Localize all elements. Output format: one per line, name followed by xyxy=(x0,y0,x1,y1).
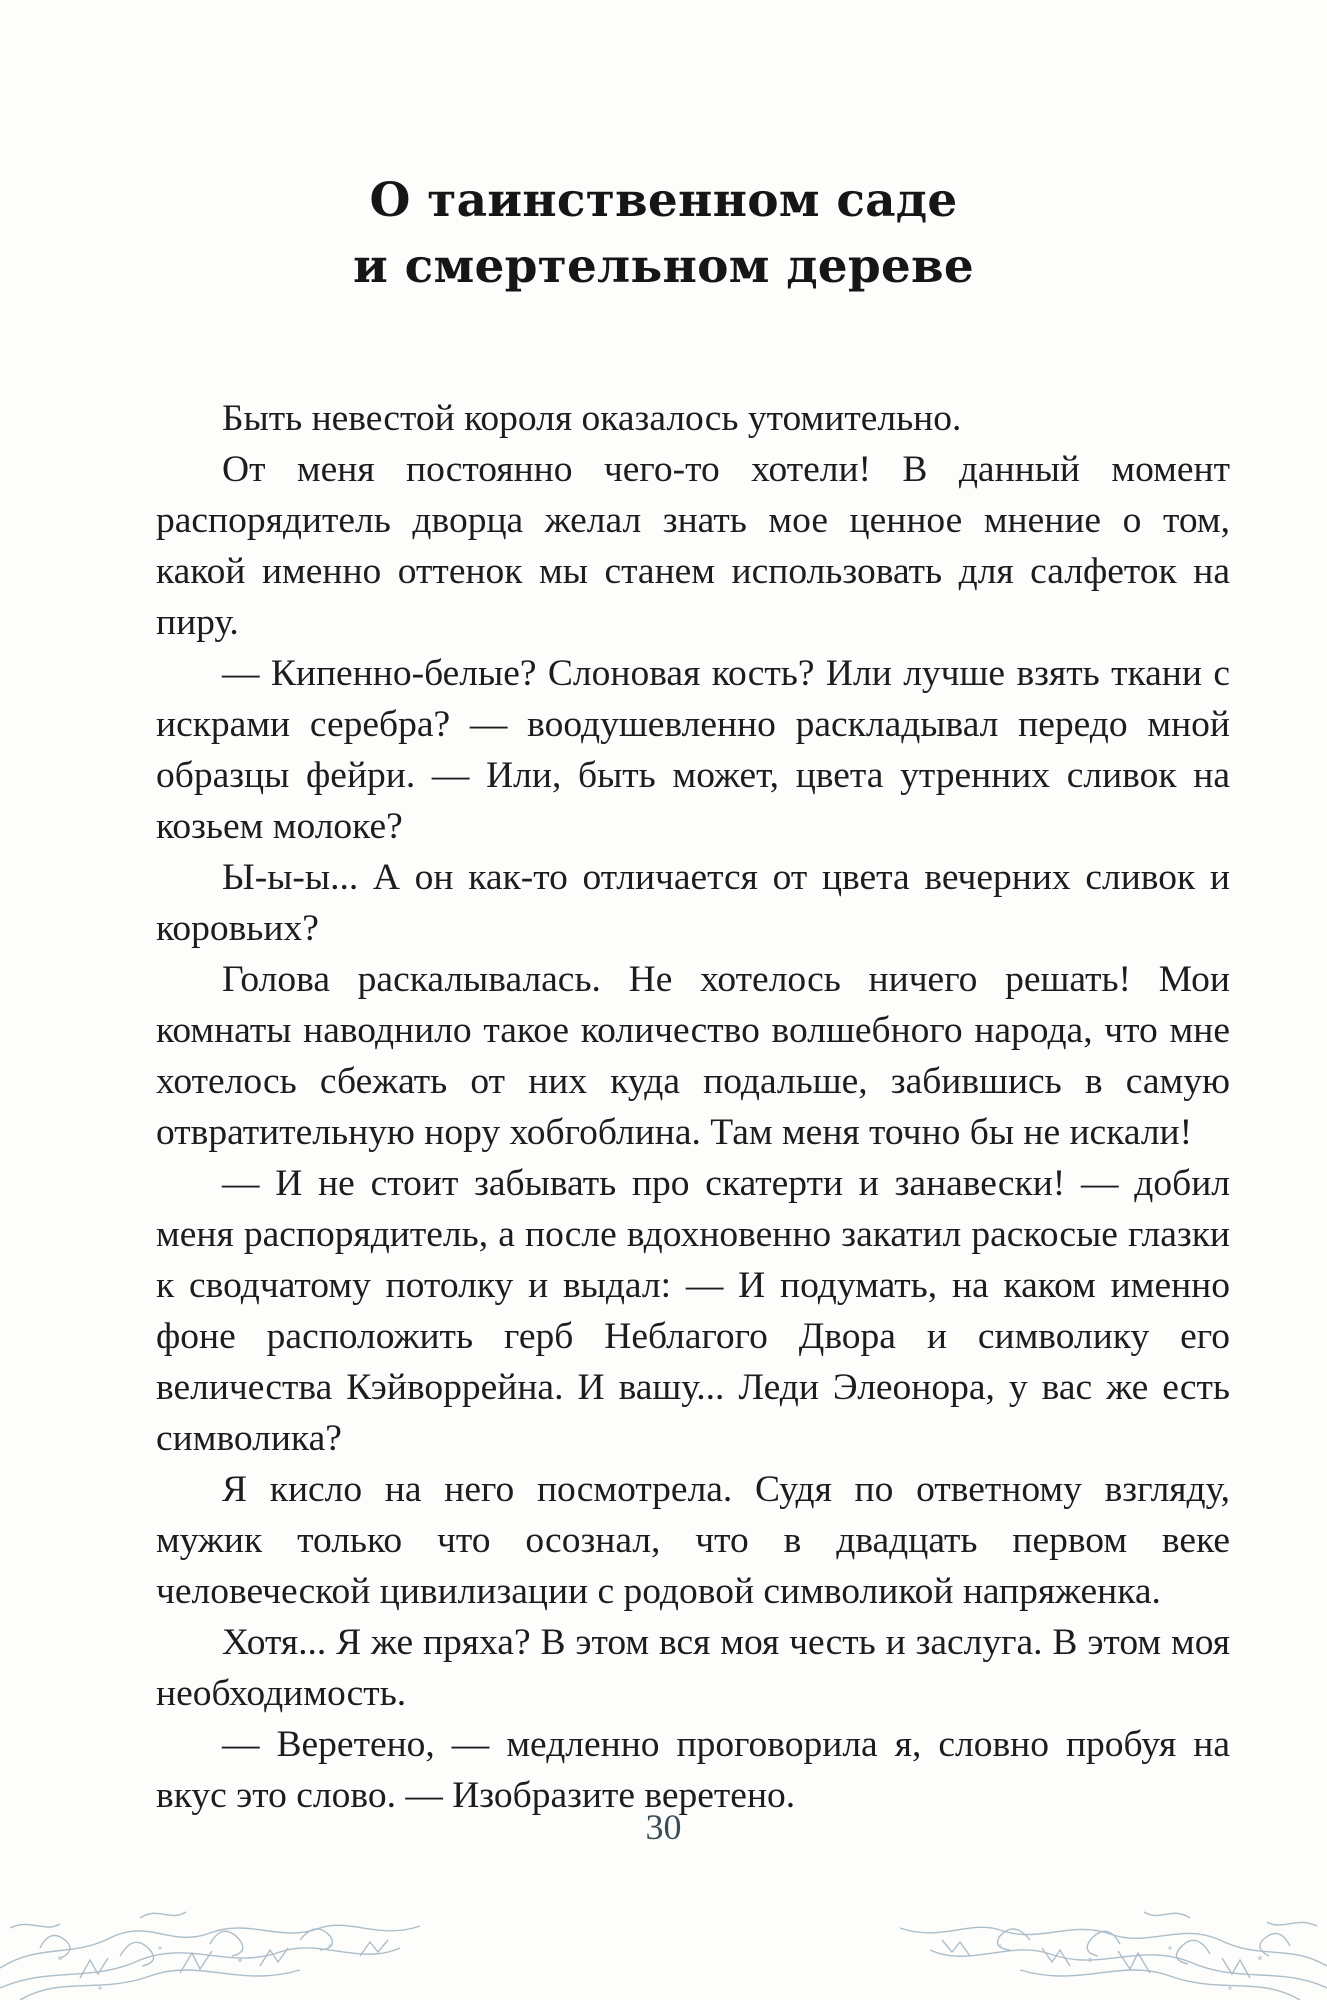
chapter-title xyxy=(0,168,1327,300)
paragraph: Я кисло на него посмотрела. Судя по ответному взгляду, мужик только что осознал, что в двадцать первом веке человеческой цивилизации с родовой символикой напряженка. xyxy=(156,1469,1230,1612)
paragraph: Быть невестой короля оказалось утомительно. xyxy=(222,398,962,439)
paragraph: — Веретено, — медленно проговорила я, словно пробуя на вкус это слово. — Изобразите веретено. xyxy=(156,1724,1230,1816)
paragraph: — Кипенно-белые? Слоновая кость? Или лучше взять ткани с искрами серебра? — воодушевленно раскладывал передо мной образцы фейри. — Или, быть может, цвета утренних сливок на козьем молоке? xyxy=(156,653,1230,847)
page-number: 30 xyxy=(645,1807,682,1847)
paragraph: Голова раскалывалась. Не хотелось ничего решать! Мои комнаты наводнило такое количество волшебного народа, что мне хотелось сбежать от них куда подальше, забившись в самую отвратительную нору хобгоблина. Там меня точно бы не искали! xyxy=(156,959,1230,1153)
frost-ornament xyxy=(0,1848,1327,2000)
chapter-title-line-1: О таинственном саде xyxy=(369,173,958,228)
body-text xyxy=(156,393,1230,1821)
paragraph: Ы-ы-ы... А он как-то отличается от цвета вечерних сливок и коровьих? xyxy=(156,857,1230,949)
paragraph: Хотя... Я же пряха? В этом вся моя честь и заслуга. В этом моя необходимость. xyxy=(156,1622,1230,1714)
paragraph: От меня постоянно чего-то хотели! В данный момент распорядитель дворца желал знать мое ценное мнение о том, какой именно оттенок мы станем использовать для салфеток на пиру. xyxy=(156,449,1230,643)
paragraph: — И не стоит забывать про скатерти и занавески! — добил меня распорядитель, а после вдохновенно закатил раскосые глазки к сводчатому потолку и выдал: — И подумать, на каком именно фоне расположить герб Неблагого Двора и символику его величества Кэйворрейна. И вашу... Леди Элеонора, у вас же есть символика? xyxy=(156,1163,1230,1459)
chapter-title-line-2: и смертельном дереве xyxy=(353,239,974,294)
